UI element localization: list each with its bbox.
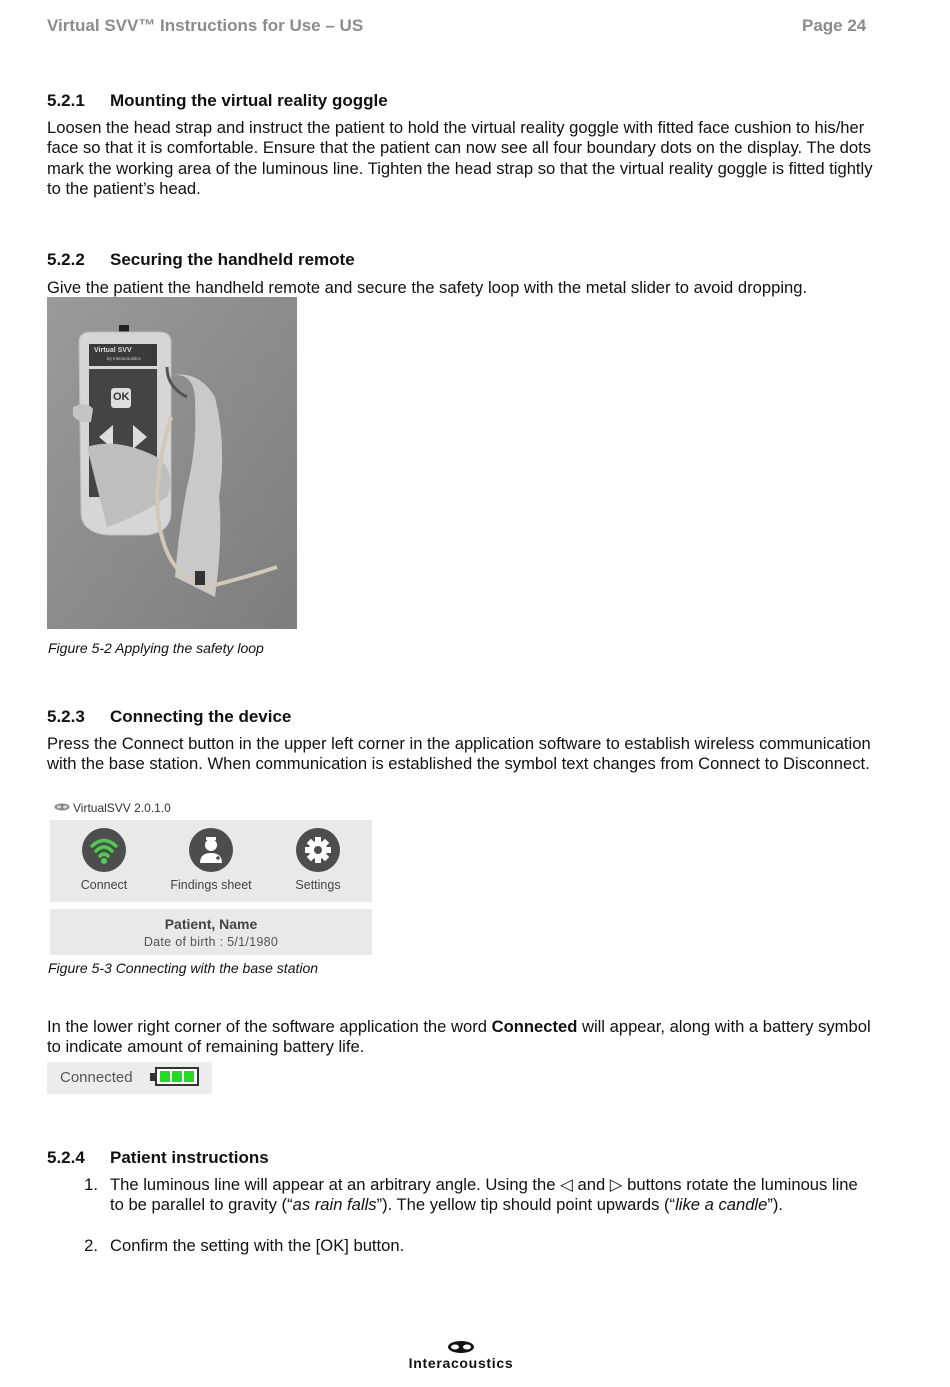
section-number: 5.2.1 <box>47 91 85 110</box>
connect-button-label: Connect <box>80 878 128 892</box>
section-5-2-1-body: Loosen the head strap and instruct the patient to hold the virtual reality goggle with fitted face cushion to his/her face so that it is comfortable. Ensure that the patient can now see all four boundary dots on the display. The dots mark the working area of the luminous line. Tighten the head strap so that the virtual reality goggle is fitted tightly to the patient’s head. <box>47 118 873 198</box>
section-title: Connecting the device <box>110 707 292 726</box>
battery-icon <box>155 1067 199 1086</box>
section-5-2-1-heading <box>47 91 388 111</box>
patient-dob: Date of birth : 5/1/1980 <box>143 935 279 949</box>
hand-holding-remote-illustration <box>47 297 297 629</box>
interacoustics-logo-icon <box>447 1340 475 1354</box>
section-5-2-3-body: Press the Connect button in the upper left corner in the application software to establish wireless communication with the base station. When communication is established the symbol text changes from Connect to Disconnect. <box>47 734 871 774</box>
section-number: 5.2.4 <box>47 1148 85 1167</box>
section-title: Securing the handheld remote <box>110 250 355 269</box>
figure-5-3-caption: Figure 5-3 Connecting with the base station <box>48 960 319 976</box>
remote-ok-button-label: OK <box>113 391 130 403</box>
battery-cell <box>172 1071 182 1082</box>
battery-cell <box>184 1071 194 1082</box>
findings-sheet-button-label: Findings sheet <box>170 878 252 892</box>
logo-text: Interacoustics <box>408 1355 514 1371</box>
list-item-text: Confirm the setting with the [OK] button. <box>110 1236 405 1255</box>
settings-button[interactable] <box>273 828 363 892</box>
doctor-icon <box>189 828 233 872</box>
italic-text: like a candle <box>675 1195 768 1215</box>
text-run: The luminous line will appear at an arbitrary angle. Using the ◁ and ▷ buttons rotate the luminous line to be parallel to gravity (“ <box>110 1175 858 1215</box>
interacoustics-logo <box>396 1340 526 1372</box>
text-run: ”). The yellow tip should point upwards (“ <box>376 1195 676 1215</box>
document-title: Virtual SVV™ Instructions for Use – US <box>47 16 364 35</box>
section-5-2-2-heading <box>47 250 355 270</box>
figure-5-2-caption: Figure 5-2 Applying the safety loop <box>48 640 264 656</box>
section-number: 5.2.3 <box>47 707 85 726</box>
list-item <box>78 1175 878 1237</box>
findings-sheet-button[interactable] <box>166 828 256 892</box>
text-run: ”). <box>767 1195 784 1215</box>
gear-icon <box>296 828 340 872</box>
list-item <box>78 1236 878 1258</box>
remote-label: Virtual SVV <box>94 347 132 354</box>
section-title: Mounting the virtual reality goggle <box>110 91 388 110</box>
status-text-pre: In the lower right corner of the software application the word <box>47 1017 492 1036</box>
section-title: Patient instructions <box>110 1148 269 1167</box>
software-screenshot <box>47 797 373 957</box>
section-5-2-3-heading <box>47 707 291 727</box>
remote-sublabel: by Interacoustics <box>107 356 141 361</box>
settings-button-label: Settings <box>295 878 341 892</box>
patient-name: Patient, Name <box>164 916 258 932</box>
battery-cell <box>160 1071 170 1082</box>
connected-status-indicator <box>47 1062 212 1094</box>
list-item-text <box>110 1175 870 1216</box>
list-number: 2. <box>84 1236 98 1255</box>
connected-status-paragraph <box>47 1017 877 1058</box>
italic-text: as rain falls <box>292 1195 377 1215</box>
section-number: 5.2.2 <box>47 250 85 269</box>
status-text-post: will appear, along with a battery symbol to indicate amount of remaining battery life. <box>47 1017 871 1057</box>
status-text-bold: Connected <box>491 1017 578 1036</box>
patient-panel <box>50 909 372 955</box>
app-title: VirtualSVV 2.0.1.0 <box>73 801 171 815</box>
section-5-2-2-body: Give the patient the handheld remote and secure the safety loop with the metal slider to avoid dropping. <box>47 278 808 297</box>
connect-button[interactable] <box>59 828 149 892</box>
remote-photo <box>47 297 297 629</box>
goggle-icon <box>54 803 70 811</box>
list-number: 1. <box>84 1175 98 1194</box>
connected-label: Connected <box>60 1069 133 1086</box>
section-5-2-4-heading <box>47 1148 269 1168</box>
wifi-icon <box>82 828 126 872</box>
page-number: Page 24 <box>802 16 867 35</box>
software-toolbar <box>50 820 372 902</box>
